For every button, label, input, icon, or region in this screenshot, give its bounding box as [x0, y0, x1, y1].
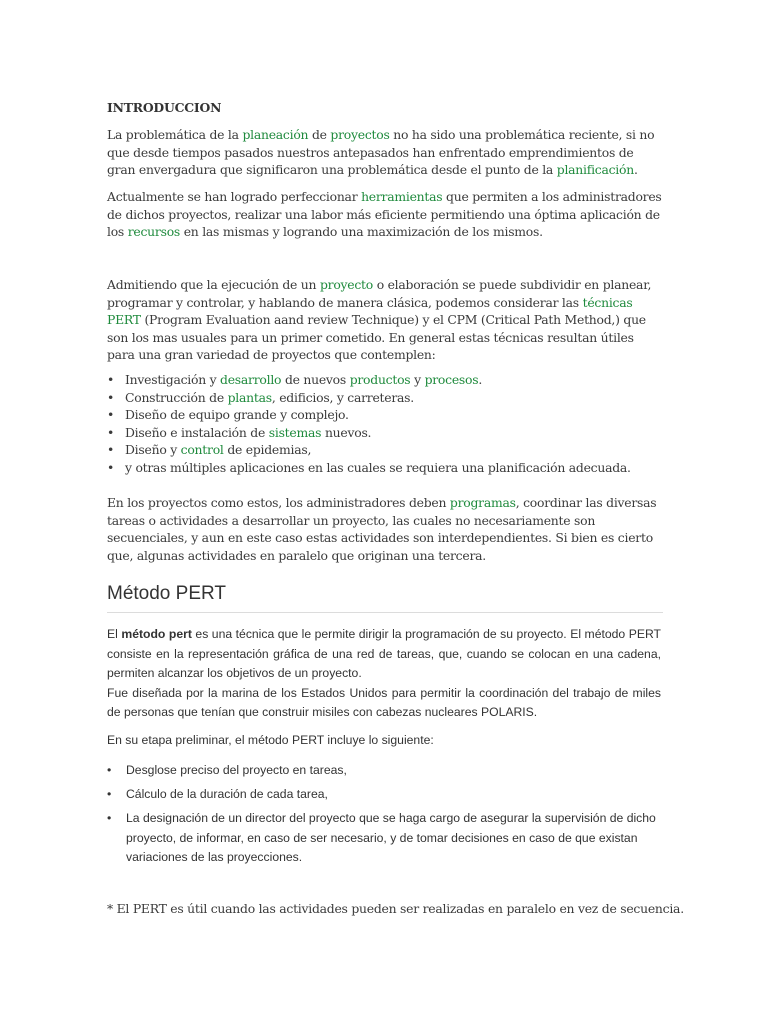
intro-paragraph-4: [107, 494, 663, 564]
text-span: Diseño de equipo grande y complejo.: [125, 407, 349, 422]
text-span: es una técnica que le permite dirigir la programación de su proyecto. El método PERT consiste en la representación gráfica de una red de tareas, que, cuando se colocan en una cadena, permiten alcanzar los objetivos de un proyecto.: [107, 627, 661, 680]
list-item: [107, 406, 667, 424]
text-span: Desglose preciso del proyecto en tareas,: [126, 763, 347, 777]
pert-paragraph-3: En su etapa preliminar, el método PERT incluye lo siguiente:: [107, 733, 434, 747]
list-item: [107, 441, 667, 459]
link-tecnicas-pert[interactable]: técnicas PERT: [107, 294, 633, 327]
list-item: [107, 761, 663, 781]
bullet-icon: •: [107, 424, 115, 440]
link-proyectos[interactable]: proyectos: [330, 127, 390, 142]
text-span: .: [478, 372, 483, 387]
bold-term: método pert: [121, 627, 192, 641]
link-planificacion[interactable]: planificación: [556, 162, 634, 177]
text-span: .: [633, 162, 638, 177]
bullet-icon: •: [107, 442, 115, 457]
link-procesos[interactable]: procesos: [424, 372, 479, 387]
list-item: [107, 389, 667, 407]
link-productos[interactable]: productos: [349, 372, 411, 387]
text-span: Actualmente se han logrado perfeccionar: [107, 189, 362, 204]
intro-paragraph-2: [107, 188, 663, 241]
text-span: y: [410, 372, 425, 387]
text-span: o elaboración se puede subdividir en planear, programar y controlar, y hablando de manera clásica, podemos considerar las: [107, 277, 652, 310]
text-span: de nuevos: [281, 372, 350, 387]
list-item: [107, 785, 663, 805]
text-span: En los proyectos como estos, los administradores deben: [107, 495, 450, 510]
bullet-icon: •: [107, 811, 112, 825]
list-item: [107, 424, 667, 442]
link-sistemas[interactable]: sistemas: [268, 424, 322, 440]
text-span: que permiten a los administradores de dichos proyectos, realizar una labor más eficiente permitiendo una óptima aplicación de los: [107, 189, 662, 239]
bullet-icon: •: [107, 763, 112, 777]
text-span: , coordinar las diversas tareas o actividades a desarrollar un proyecto, las cuales no necesariamente son secuenciales, y aun en este caso estas actividades son interdependientes. Si bien es cierto que, algunas actividades en paralelo que originan una tercera.: [107, 495, 657, 563]
link-recursos[interactable]: recursos: [127, 224, 181, 239]
intro-paragraph-3: [107, 276, 663, 364]
text-span: nuevos.: [321, 424, 372, 440]
pert-paragraph-2: Fue diseñada por la marina de los Estados Unidos para permitir la coordinación del trabajo de miles de personas que tenían que construir misiles con cabezas nucleares POLARIS.: [107, 685, 661, 719]
text-span: Diseño y: [125, 442, 181, 457]
text-span: de epidemias,: [223, 442, 312, 457]
intro-heading: INTRODUCCION: [107, 100, 222, 115]
bullet-icon: •: [107, 389, 115, 405]
text-span: (Program Evaluation aand review Technique) y el CPM (Critical Path Method,) que son los mas usuales para un primer cometido. En general estas técnicas resultan útiles para una gran variedad de proyectos que contemplen:: [107, 312, 646, 362]
pert-heading: Método PERT: [107, 583, 226, 604]
heading-divider: [107, 612, 663, 613]
link-plantas[interactable]: plantas: [227, 389, 272, 405]
list-item: [107, 809, 663, 868]
text-span: Construcción de: [125, 389, 228, 405]
text-span: y otras múltiples aplicaciones en las cuales se requiera una planificación adecuada.: [125, 459, 631, 475]
list-item: [107, 459, 667, 477]
link-proyecto[interactable]: proyecto: [319, 277, 373, 292]
text-span: Diseño e instalación de: [125, 424, 269, 440]
text-span: Cálculo de la duración de cada tarea,: [126, 787, 328, 801]
intro-bullet-list: [107, 371, 667, 476]
link-herramientas[interactable]: herramientas: [361, 189, 443, 204]
text-span: La designación de un director del proyecto que se haga cargo de asegurar la supervisión de dicho proyecto, de informar, en caso de ser necesario, y de tomar decisiones en caso de que existan variaciones de las proyecciones.: [126, 811, 656, 864]
pert-bullet-list: [107, 761, 663, 872]
text-span: La problemática de la: [107, 127, 243, 142]
bullet-icon: •: [107, 407, 115, 422]
bullet-icon: •: [107, 372, 115, 387]
link-planeacion[interactable]: planeación: [242, 127, 309, 142]
link-control[interactable]: control: [180, 442, 224, 457]
list-item: [107, 371, 667, 389]
link-programas[interactable]: programas: [449, 495, 516, 510]
text-span: Investigación y: [125, 372, 221, 387]
bullet-icon: •: [107, 459, 115, 475]
pert-note: * El PERT es útil cuando las actividades pueden ser realizadas en paralelo en vez de secuencia.: [107, 901, 684, 916]
bullet-icon: •: [107, 787, 112, 801]
text-span: El: [107, 627, 122, 641]
text-span: no ha sido una problemática reciente, si no que desde tiempos pasados nuestros antepasados han enfrentado emprendimientos de gran envergadura que significaron una problemática desde el punto de la: [107, 127, 655, 177]
pert-paragraph-1: [107, 625, 661, 723]
text-span: Admitiendo que la ejecución de un: [107, 277, 320, 292]
text-span: de: [308, 127, 331, 142]
text-span: en las mismas y logrando una maximización de los mismos.: [180, 224, 543, 239]
intro-paragraph-1: [107, 126, 663, 179]
link-desarrollo[interactable]: desarrollo: [220, 372, 282, 387]
text-span: , edificios, y carreteras.: [271, 389, 414, 405]
